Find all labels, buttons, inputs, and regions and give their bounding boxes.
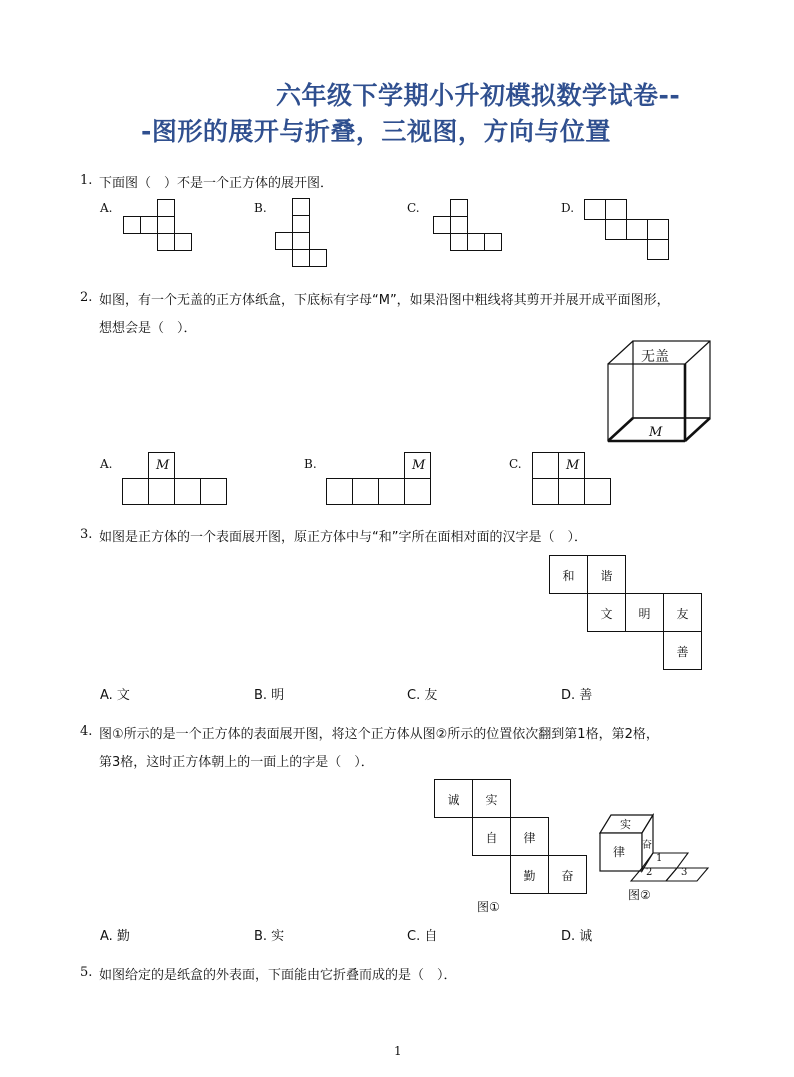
q3-option-d[interactable]: D. 善 (561, 688, 593, 703)
q5-number: 5. (80, 965, 93, 980)
q2-b-m: M (412, 458, 426, 473)
q4-text-line2: 第3格，这时正方体朝上的一面上的字是（ ）． (99, 755, 374, 770)
q2-text-line2: 想想会是（ ）． (99, 321, 197, 336)
q4-cell-lv: 律 (523, 831, 536, 845)
q4-fig2-grid-2: 2 (646, 867, 653, 878)
q4-cell-zi: 自 (485, 831, 498, 845)
q3-cell-shan: 善 (676, 645, 689, 659)
q1-option-c-label: C. (407, 201, 420, 215)
q4-cell-shi: 实 (485, 793, 498, 807)
q2-text-line1: 如图，有一个无盖的正方体纸盒，下底标有字母“M”，如果沿图中粗线将其剪开并展开成平面图形， (99, 293, 670, 308)
q4-option-c[interactable]: C. 自 (407, 929, 438, 944)
q1-option-b-label: B. (254, 201, 267, 215)
q4-fig2-grid-3: 3 (681, 867, 688, 878)
q4-text-line1: 图①所示的是一个正方体的表面展开图，将这个正方体从图②所示的位置依次翻到第1格，第2格， (99, 727, 659, 742)
q3-cell-ming: 明 (638, 607, 651, 621)
q2-a-m: M (156, 458, 170, 473)
q3-cell-wen: 文 (600, 607, 613, 621)
q2-box-bottom-label: M (649, 425, 663, 440)
q5-text: 如图给定的是纸盒的外表面，下面能由它折叠而成的是（ ）． (99, 968, 457, 983)
q3-cell-you: 友 (676, 607, 689, 621)
q4-fig2-caption: 图② (628, 888, 651, 902)
q2-box-top-label: 无盖 (641, 349, 669, 365)
q4-fig2-cube-top: 实 (620, 818, 631, 831)
q4-cell-fen: 奋 (561, 869, 574, 883)
q1-text: 下面图（ ）不是一个正方体的展开图． (99, 176, 334, 191)
q3-number: 3. (80, 527, 93, 542)
q2-option-b-label: B. (304, 457, 317, 471)
q4-number: 4. (80, 724, 93, 739)
q2-c-m: M (566, 458, 580, 473)
q3-option-a[interactable]: A. 文 (100, 688, 130, 703)
page-title-line2: -图形的展开与折叠，三视图，方向与位置 (141, 117, 611, 146)
q4-fig2-cube-side: 奋 (642, 840, 652, 851)
q4-cell-cheng: 诚 (447, 793, 460, 807)
q3-option-b[interactable]: B. 明 (254, 688, 285, 703)
q3-text: 如图是正方体的一个表面展开图，原正方体中与“和”字所在面相对面的汉字是（ ）． (99, 530, 587, 545)
q4-option-d[interactable]: D. 诚 (561, 929, 593, 944)
page-title-line1: 六年级下学期小升初模拟数学试卷-- (276, 81, 681, 110)
q2-option-c-label: C. (509, 457, 522, 471)
q1-number: 1. (80, 173, 93, 188)
q4-fig1-caption: 图① (477, 900, 500, 914)
q3-cell-he: 和 (562, 569, 575, 583)
page-number: 1 (394, 1044, 402, 1058)
q4-cell-qin: 勤 (523, 869, 536, 883)
q4-fig2-grid-1: 1 (656, 853, 663, 864)
q4-option-a[interactable]: A. 勤 (100, 929, 130, 944)
q2-number: 2. (80, 290, 93, 305)
q3-option-c[interactable]: C. 友 (407, 688, 438, 703)
q4-option-b[interactable]: B. 实 (254, 929, 285, 944)
q4-fig2-cube-front: 律 (613, 845, 626, 859)
q2-option-a-label: A. (100, 457, 113, 471)
q1-option-a-label: A. (100, 201, 113, 215)
q1-option-d-label: D. (561, 201, 575, 215)
q3-cell-xie: 谐 (600, 569, 613, 583)
